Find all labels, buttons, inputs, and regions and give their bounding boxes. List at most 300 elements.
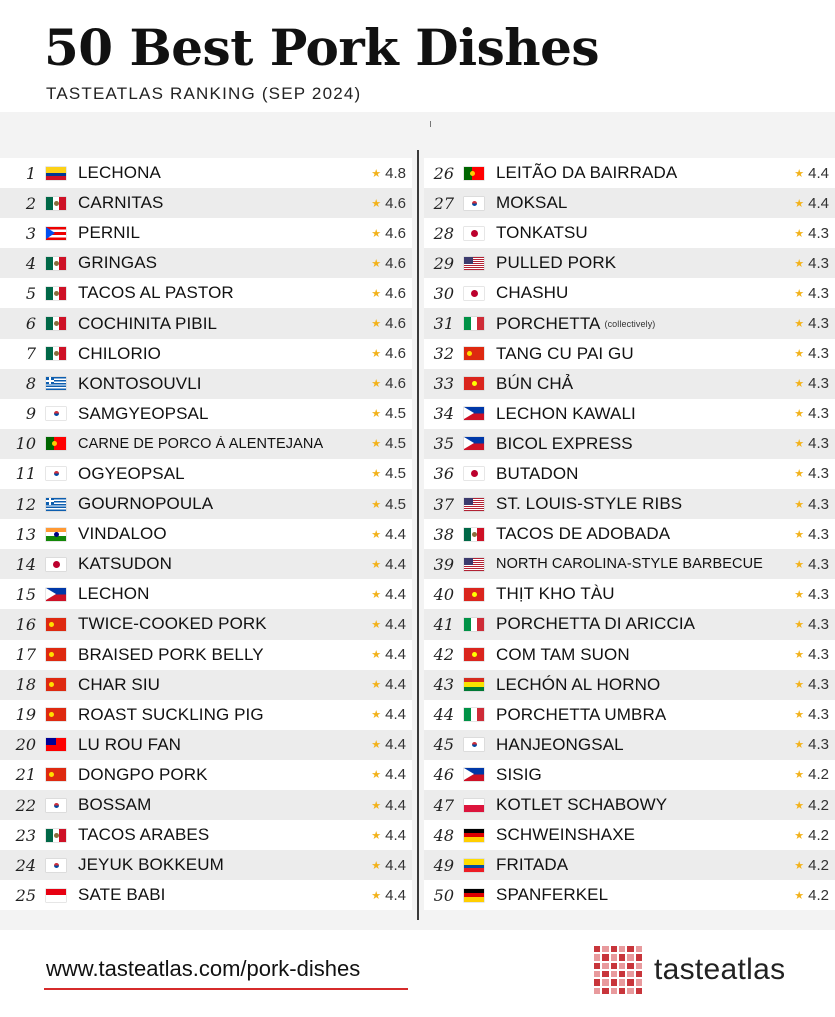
list-item[interactable] (0, 519, 412, 549)
list-item[interactable] (0, 730, 412, 760)
list-item[interactable] (0, 399, 412, 429)
dish-name-text: GRINGAS (78, 253, 158, 273)
list-item[interactable] (424, 248, 835, 278)
rating-value: 4.3 (808, 254, 829, 272)
dish-name-text: PORCHETTA DI ARICCIA (496, 614, 696, 634)
logo-cell (594, 963, 600, 969)
list-item[interactable] (0, 549, 412, 579)
rating (777, 435, 835, 452)
dish-name-text: FRITADA (496, 855, 569, 875)
rating-value: 4.3 (808, 615, 829, 633)
list-item[interactable] (0, 850, 412, 880)
tasteatlas-logo (594, 946, 785, 994)
list-item[interactable] (424, 399, 835, 429)
list-item[interactable] (424, 429, 835, 459)
rating-value: 4.4 (385, 615, 406, 633)
logo-cell (627, 963, 633, 969)
dish-name (496, 253, 777, 273)
star-icon: ★ (794, 829, 805, 842)
dish-name-text: MOKSAL (496, 193, 568, 213)
flag-pr-icon (46, 227, 66, 240)
rating (777, 887, 835, 904)
logo-cell (619, 963, 625, 969)
dish-name (496, 675, 777, 695)
list-item[interactable] (424, 339, 835, 369)
flag-vn-icon (464, 377, 484, 390)
page-title: 50 Best Pork Dishes (44, 18, 600, 77)
flag-pl-icon (464, 799, 484, 812)
list-item[interactable] (0, 760, 412, 790)
rating (777, 736, 835, 753)
dish-name-text: ST. LOUIS-STYLE RIBS (496, 494, 683, 514)
star-icon: ★ (794, 588, 805, 601)
dish-name-text: VINDALOO (78, 524, 167, 544)
dish-name (78, 855, 358, 875)
flag-vn-icon (464, 648, 484, 661)
flag-mx-icon (464, 528, 484, 541)
dish-name-text: COM TAM SUON (496, 644, 630, 664)
star-icon: ★ (794, 197, 805, 210)
rating (777, 225, 835, 242)
rating-value: 4.3 (808, 706, 829, 724)
list-item[interactable] (0, 339, 412, 369)
rating-value: 4.3 (808, 345, 829, 363)
rating-value: 4.3 (808, 284, 829, 302)
dish-name-text: SCHWEINSHAXE (496, 825, 636, 845)
star-icon: ★ (371, 167, 382, 180)
flag-kr-icon (464, 197, 484, 210)
rating-value: 4.3 (808, 405, 829, 423)
list-item[interactable] (0, 489, 412, 519)
rank-number: 34 (433, 404, 454, 424)
rating (777, 797, 835, 814)
rating (777, 857, 835, 874)
dish-name (78, 314, 358, 334)
rank-number: 8 (25, 374, 36, 394)
dish-name (78, 436, 358, 452)
rating-value: 4.8 (385, 164, 406, 182)
rating-value: 4.4 (385, 796, 406, 814)
rank-number: 41 (433, 614, 454, 634)
list-item[interactable] (424, 218, 835, 248)
star-icon: ★ (371, 558, 382, 571)
list-item[interactable] (424, 579, 835, 609)
rank-number: 9 (25, 404, 36, 424)
rating (358, 556, 412, 573)
logo-cell (636, 979, 642, 985)
flag-ph-icon (464, 437, 484, 450)
flag-bo-icon (464, 678, 484, 691)
list-item[interactable] (0, 188, 412, 218)
star-icon: ★ (794, 709, 805, 722)
list-item[interactable] (0, 308, 412, 338)
dish-name (78, 705, 358, 725)
rank-number: 45 (433, 735, 454, 755)
rating-value: 4.3 (808, 585, 829, 603)
list-item[interactable] (424, 549, 835, 579)
list-item[interactable] (0, 158, 412, 188)
dish-name-text: SAMGYEOPSAL (78, 403, 209, 423)
dish-name-text: CARNITAS (78, 193, 164, 213)
dish-name-text: CHAR SIU (78, 674, 161, 694)
list-item[interactable] (0, 278, 412, 308)
rank-number: 21 (15, 765, 36, 785)
logo-cell (594, 979, 600, 985)
rating-value: 4.4 (385, 766, 406, 784)
column-divider (417, 150, 419, 920)
rating-value: 4.4 (808, 194, 829, 212)
divider-tick (430, 121, 431, 127)
list-item[interactable] (0, 670, 412, 700)
flag-in-icon (46, 528, 66, 541)
rating (358, 797, 412, 814)
logo-cell (602, 971, 608, 977)
list-item[interactable] (424, 820, 835, 850)
rating-value: 4.4 (385, 646, 406, 664)
dish-name-text: SPANFERKEL (496, 885, 609, 905)
logo-cell (636, 988, 642, 994)
star-icon: ★ (794, 769, 805, 782)
rating (777, 827, 835, 844)
rating (358, 345, 412, 362)
logo-cell (602, 946, 608, 952)
dish-name (496, 374, 777, 394)
star-icon: ★ (371, 468, 382, 481)
flag-mx-icon (46, 347, 66, 360)
logo-cell (627, 954, 633, 960)
dish-name (78, 344, 358, 364)
flag-it-icon (464, 618, 484, 631)
rank-number: 28 (433, 223, 454, 243)
rating (777, 766, 835, 783)
rating-value: 4.6 (385, 315, 406, 333)
list-item[interactable] (424, 158, 835, 188)
flag-jp-icon (464, 227, 484, 240)
dish-name (78, 614, 358, 634)
dish-name (496, 163, 777, 183)
source-url[interactable]: www.tasteatlas.com/pork-dishes (46, 956, 361, 981)
rating (777, 285, 835, 302)
list-item[interactable] (424, 880, 835, 910)
dish-name (496, 344, 777, 364)
list-item[interactable] (424, 760, 835, 790)
rating-value: 4.6 (385, 345, 406, 363)
rating-value: 4.5 (385, 405, 406, 423)
list-item[interactable] (0, 880, 412, 910)
list-item[interactable] (424, 850, 835, 880)
dish-name (496, 885, 777, 905)
rank-number: 23 (15, 825, 36, 845)
dish-name (78, 584, 358, 604)
rank-number: 48 (433, 825, 454, 845)
rank-number: 25 (15, 885, 36, 905)
flag-de-icon (464, 889, 484, 902)
list-item[interactable] (424, 730, 835, 760)
flag-kr-icon (46, 799, 66, 812)
logo-cell (619, 954, 625, 960)
list-item[interactable] (424, 459, 835, 489)
rank-number: 14 (15, 554, 36, 574)
list-item[interactable] (424, 489, 835, 519)
star-icon: ★ (371, 287, 382, 300)
star-icon: ★ (371, 438, 382, 451)
dish-name-text: LECHÓN AL HORNO (496, 674, 661, 694)
list-item[interactable] (0, 609, 412, 639)
list-item[interactable] (424, 519, 835, 549)
rank-number: 46 (433, 765, 454, 785)
dish-name (78, 765, 358, 785)
logo-cell (627, 971, 633, 977)
dish-note: (collectively) (604, 318, 656, 329)
list-item[interactable] (0, 248, 412, 278)
logo-cell (619, 988, 625, 994)
star-icon: ★ (794, 679, 805, 692)
star-icon: ★ (371, 588, 382, 601)
rank-number: 10 (15, 434, 36, 454)
list-item[interactable] (0, 369, 412, 399)
rating-value: 4.3 (808, 465, 829, 483)
star-icon: ★ (371, 679, 382, 692)
list-item[interactable] (424, 700, 835, 730)
logo-text: tasteatlas (654, 953, 786, 986)
flag-mx-icon (46, 317, 66, 330)
flag-cn-icon (46, 648, 66, 661)
rating (358, 285, 412, 302)
rating (777, 345, 835, 362)
dish-name (78, 825, 358, 845)
logo-cell (627, 946, 633, 952)
rank-number: 38 (433, 524, 454, 544)
rating-value: 4.4 (385, 856, 406, 874)
list-item[interactable] (0, 790, 412, 820)
flag-cn-icon (46, 618, 66, 631)
star-icon: ★ (794, 468, 805, 481)
rating (358, 646, 412, 663)
star-icon: ★ (794, 799, 805, 812)
rank-number: 29 (433, 253, 454, 273)
dish-name-text: TANG CU PAI GU (496, 343, 634, 363)
list-item[interactable] (424, 278, 835, 308)
rank-number: 22 (15, 795, 36, 815)
dish-name (78, 283, 358, 303)
rating-value: 4.6 (385, 254, 406, 272)
star-icon: ★ (794, 227, 805, 240)
star-icon: ★ (371, 829, 382, 842)
rating-value: 4.4 (385, 706, 406, 724)
dish-name-text: HANJEONGSAL (496, 734, 624, 754)
rating (777, 405, 835, 422)
flag-vn-icon (464, 588, 484, 601)
dish-name-text: TACOS DE ADOBADA (496, 524, 671, 544)
dish-name (496, 494, 777, 514)
rank-number: 50 (433, 885, 454, 905)
list-item[interactable] (0, 820, 412, 850)
rank-number: 3 (25, 223, 36, 243)
flag-jp-icon (464, 467, 484, 480)
dish-name-text: CARNE DE PORCO À ALENTEJANA (78, 435, 324, 452)
rank-number: 17 (15, 645, 36, 665)
rating-value: 4.4 (385, 736, 406, 754)
logo-cell (611, 946, 617, 952)
star-icon: ★ (794, 378, 805, 391)
star-icon: ★ (794, 498, 805, 511)
rating (358, 736, 412, 753)
rank-number: 35 (433, 434, 454, 454)
dish-name (78, 404, 358, 424)
list-item[interactable] (0, 579, 412, 609)
dish-name (496, 524, 777, 544)
logo-cell (594, 971, 600, 977)
rating (358, 616, 412, 633)
logo-cell (636, 963, 642, 969)
list-item[interactable] (424, 640, 835, 670)
list-item[interactable] (424, 188, 835, 218)
star-icon: ★ (371, 378, 382, 391)
rating (777, 255, 835, 272)
dish-name (496, 645, 777, 665)
dish-name (496, 584, 777, 604)
ranking-column-right (424, 158, 835, 910)
star-icon: ★ (371, 889, 382, 902)
flag-kr-icon (46, 407, 66, 420)
flag-de-icon (464, 829, 484, 842)
dish-name-text: BRAISED PORK BELLY (78, 644, 264, 664)
dish-name-text: KOTLET SCHABOWY (496, 795, 668, 815)
star-icon: ★ (794, 257, 805, 270)
flag-it-icon (464, 708, 484, 721)
dish-name-text: COCHINITA PIBIL (78, 313, 218, 333)
rating-value: 4.3 (808, 525, 829, 543)
star-icon: ★ (794, 287, 805, 300)
star-icon: ★ (794, 649, 805, 662)
dish-name (78, 494, 358, 514)
list-item[interactable] (0, 700, 412, 730)
rating-value: 4.3 (808, 555, 829, 573)
ranking-column-left (0, 158, 412, 910)
flag-ph-icon (464, 768, 484, 781)
rating (358, 827, 412, 844)
logo-cell (636, 954, 642, 960)
flag-ec-icon (464, 859, 484, 872)
rating (358, 766, 412, 783)
star-icon: ★ (371, 408, 382, 421)
dish-name (78, 163, 358, 183)
rating (358, 496, 412, 513)
star-icon: ★ (371, 799, 382, 812)
list-item[interactable] (424, 790, 835, 820)
dish-name-text: BÚN CHẢ (496, 373, 574, 393)
rank-number: 24 (15, 855, 36, 875)
dish-name-text: LECHONA (78, 163, 161, 183)
rating-value: 4.4 (385, 525, 406, 543)
rank-number: 18 (15, 675, 36, 695)
dish-name-text: LU ROU FAN (78, 734, 182, 754)
dish-name-text: BICOL EXPRESS (496, 433, 633, 453)
star-icon: ★ (371, 618, 382, 631)
dish-name (496, 314, 777, 334)
dish-name-text: THỊT KHO TÀU (496, 584, 615, 604)
dish-name (78, 885, 358, 905)
star-icon: ★ (794, 558, 805, 571)
dish-name (496, 556, 777, 572)
dish-name (78, 193, 358, 213)
rating (358, 165, 412, 182)
dish-name-text: CHASHU (496, 283, 569, 303)
rating-value: 4.4 (385, 826, 406, 844)
rank-number: 1 (25, 163, 36, 183)
dish-name (496, 223, 777, 243)
rating (777, 165, 835, 182)
dish-name (78, 524, 358, 544)
list-item[interactable] (0, 459, 412, 489)
rank-number: 39 (433, 554, 454, 574)
rating-value: 4.4 (385, 676, 406, 694)
rating (358, 857, 412, 874)
logo-cell (611, 988, 617, 994)
list-item[interactable] (0, 218, 412, 248)
rating-value: 4.3 (808, 375, 829, 393)
list-item[interactable] (424, 609, 835, 639)
rating (358, 887, 412, 904)
rating (358, 255, 412, 272)
dish-name (496, 765, 777, 785)
flag-gr-icon (46, 377, 66, 390)
logo-cell (636, 971, 642, 977)
dish-name (78, 735, 358, 755)
flag-cn-icon (464, 347, 484, 360)
rating (358, 706, 412, 723)
star-icon: ★ (371, 318, 382, 331)
list-item[interactable] (424, 308, 835, 338)
star-icon: ★ (794, 739, 805, 752)
list-item[interactable] (424, 369, 835, 399)
rank-number: 27 (433, 193, 454, 213)
dish-name (496, 825, 777, 845)
logo-cell (594, 988, 600, 994)
rating (358, 676, 412, 693)
rating-value: 4.4 (385, 555, 406, 573)
flag-us-icon (464, 558, 484, 571)
list-item[interactable] (424, 670, 835, 700)
dish-name-text: TACOS AL PASTOR (78, 283, 234, 303)
dish-name-text: DONGPO PORK (78, 764, 208, 784)
logo-cell (627, 979, 633, 985)
dish-name (496, 434, 777, 454)
dish-name-text: PERNIL (78, 223, 141, 243)
flag-cn-icon (46, 708, 66, 721)
list-item[interactable] (0, 640, 412, 670)
dish-name (496, 614, 777, 634)
star-icon: ★ (371, 739, 382, 752)
flag-ph-icon (46, 588, 66, 601)
rating (358, 526, 412, 543)
star-icon: ★ (371, 528, 382, 541)
flag-kr-icon (46, 467, 66, 480)
dish-name (496, 735, 777, 755)
rating-value: 4.3 (808, 495, 829, 513)
dish-name-text: PORCHETTA (496, 313, 601, 333)
rank-number: 11 (15, 464, 36, 484)
rating (358, 435, 412, 452)
rating-value: 4.2 (808, 796, 829, 814)
list-item[interactable] (0, 429, 412, 459)
rank-number: 19 (15, 705, 36, 725)
rank-number: 44 (433, 705, 454, 725)
logo-cell (602, 988, 608, 994)
dish-name-text: BUTADON (496, 463, 579, 483)
rank-number: 7 (25, 344, 36, 364)
flag-jp-icon (464, 287, 484, 300)
